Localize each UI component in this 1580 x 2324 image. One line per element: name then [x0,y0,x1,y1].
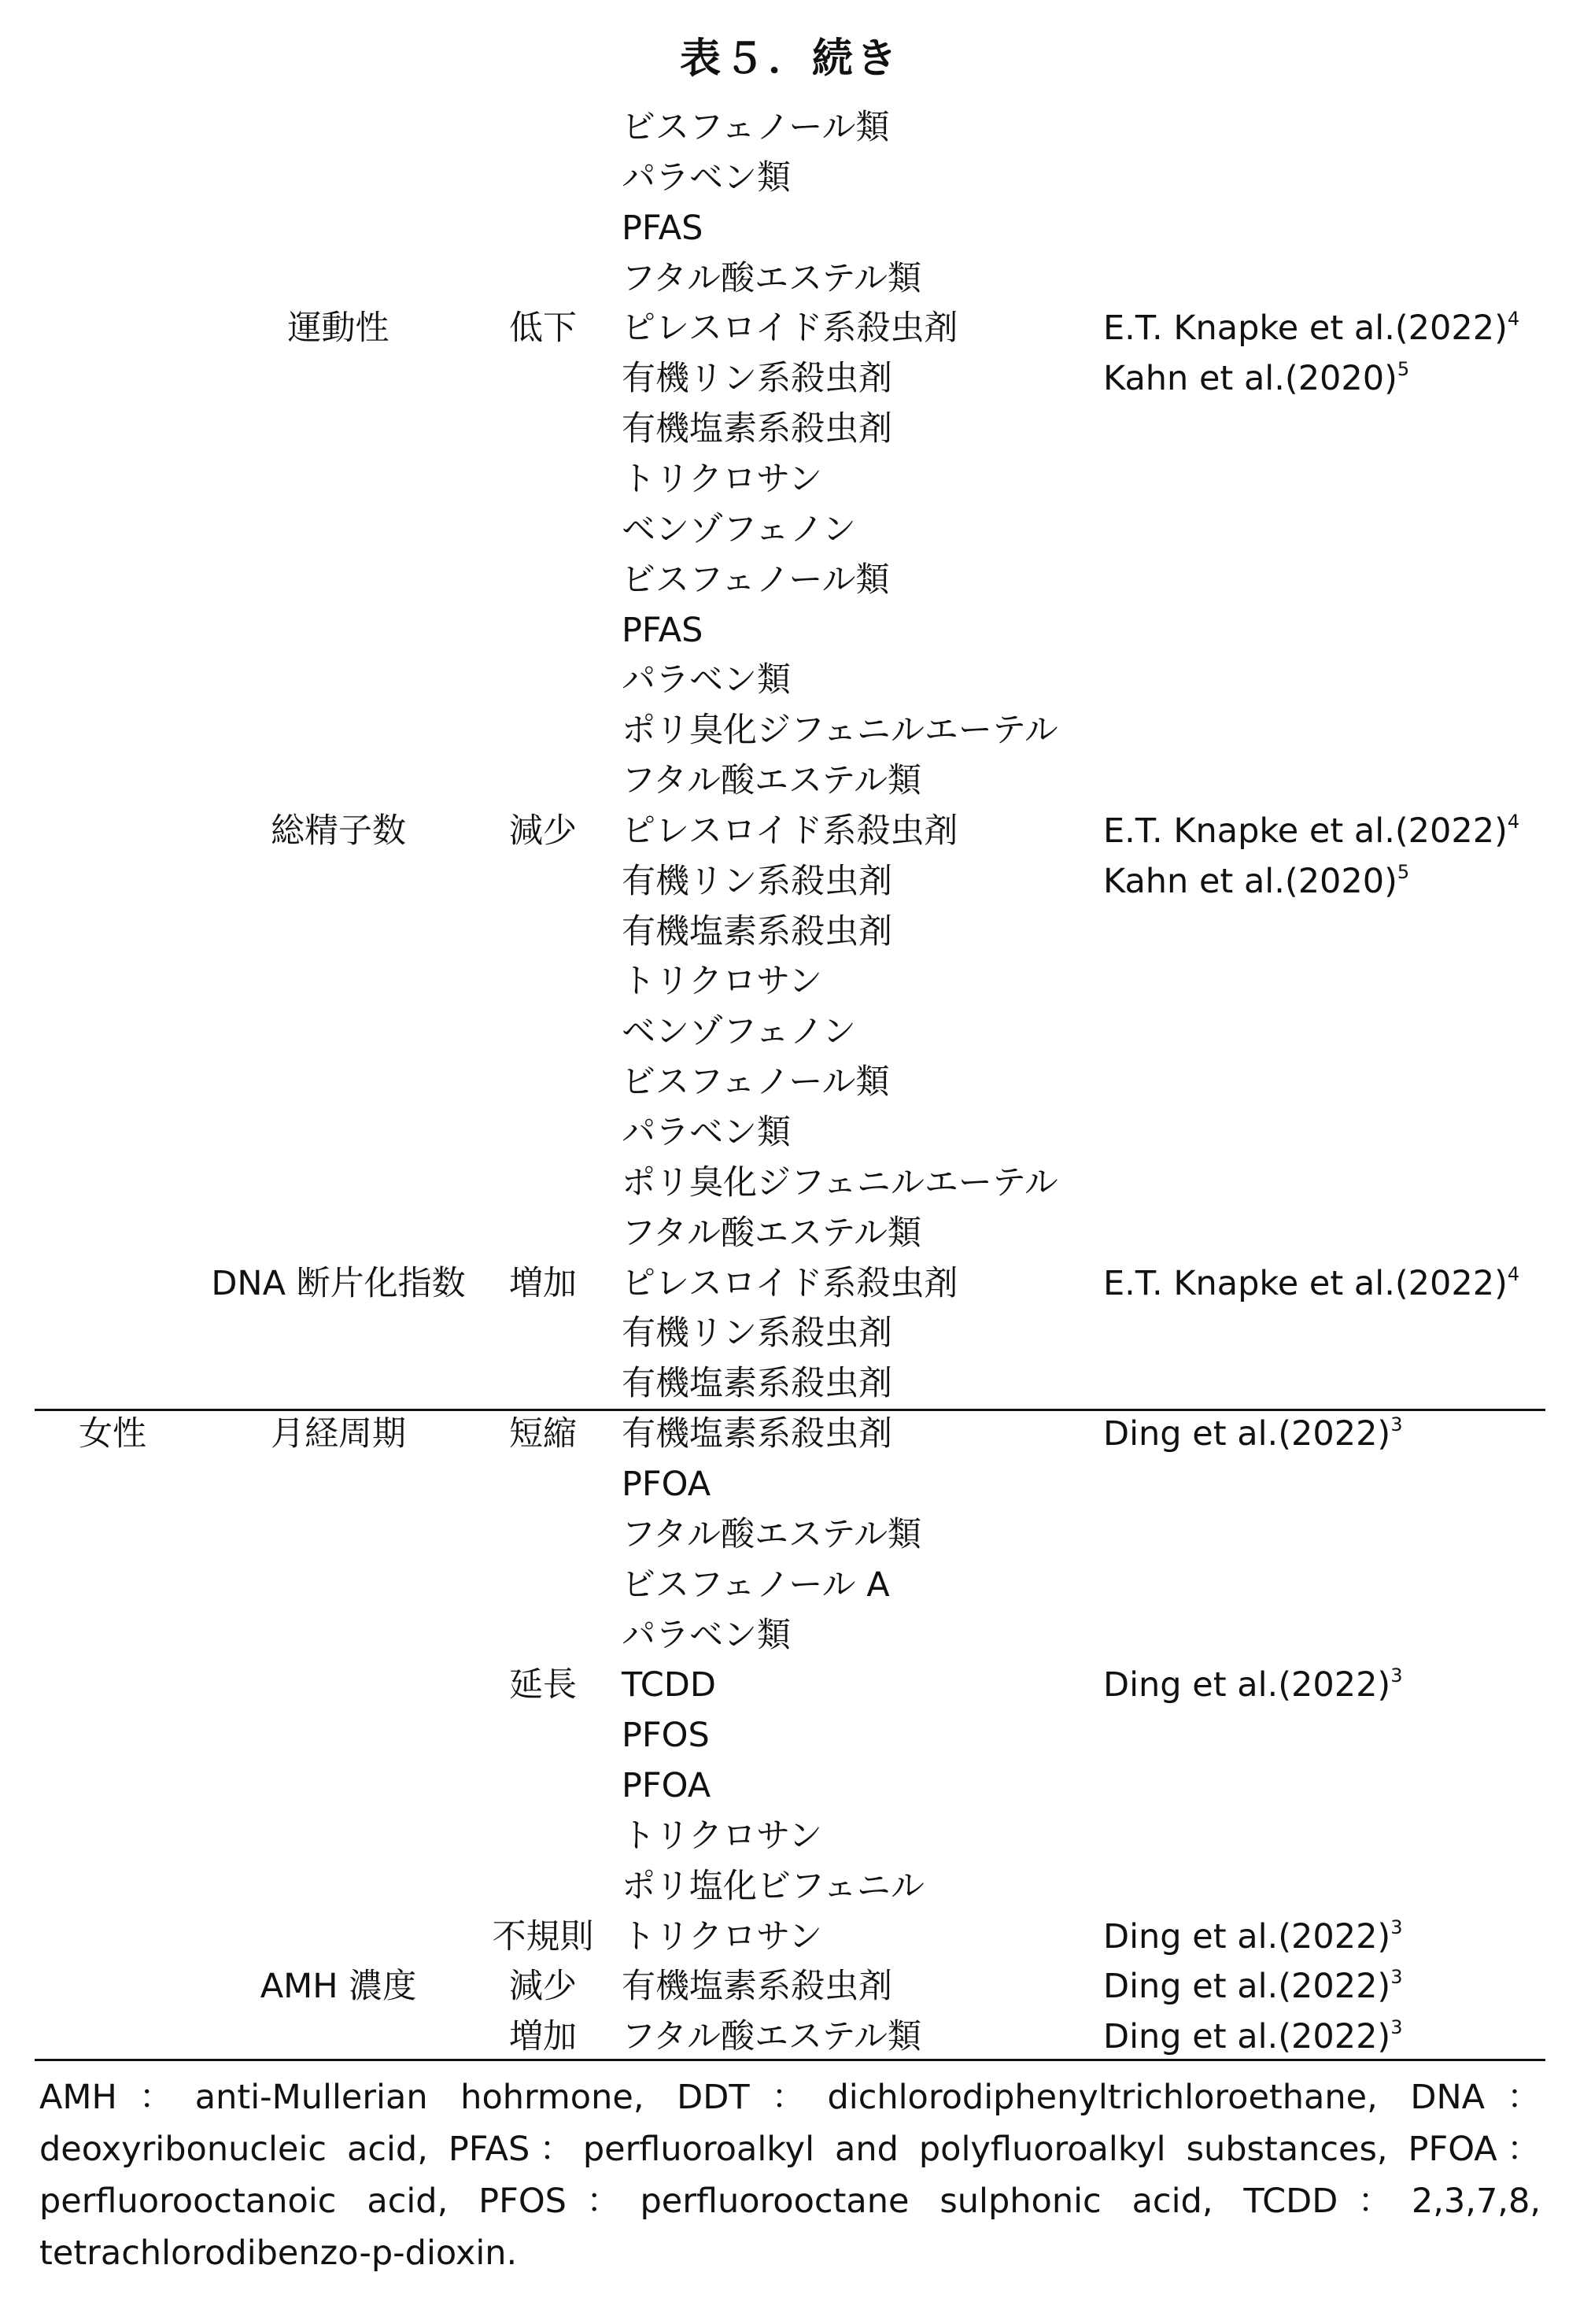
table-cell-chemical [622,1961,892,2012]
table-cell-chemical-text: ベンゾフェノン [622,509,856,549]
table-cell-direction [488,1258,598,1309]
table-cell-sex-text: 女性 [79,1414,146,1454]
table-cell-chemical [622,655,791,705]
table-cell-chemical [622,454,822,504]
table-cell-reference [1103,353,1409,404]
section-divider-rule [35,1409,1545,1411]
table-cell-chemical [622,856,892,907]
table-cell-chemical-text: 有機リン系殺虫剤 [622,861,892,901]
table-cell-chemical-text: パラベン類 [622,1113,791,1152]
table-cell-reference-text: Ding et al.(2022) [1103,1916,1391,1956]
table-cell-chemical-text: パラベン類 [622,1615,791,1655]
table-cell-direction-text: 短縮 [509,1414,577,1454]
table-cell-chemical-text: フタル酸エステル類 [622,1514,921,1554]
table-cell-chemical [622,907,892,957]
table-cell-reference [1103,1409,1403,1459]
table-cell-chemical-text: ピレスロイド系殺虫剤 [622,309,958,349]
table-cell-chemical-text: トリクロサン [622,1816,822,1856]
table-cell-parameter-text: AMH 濃度 [260,1967,417,2007]
table-cell-reference-text: E.T. Knapke et al.(2022) [1103,309,1508,349]
table-cell-chemical [622,956,822,1007]
table-cell-chemical-text: ポリ臭化ジフェニルエーテル [622,1162,1058,1203]
table-cell-chemical [622,504,856,555]
table-cell-chemical-text: ビスフェノール類 [622,108,890,147]
table-cell-chemical [622,1912,822,1962]
table-cell-reference-text: Kahn et al.(2020) [1103,861,1397,901]
table-cell-chemical [622,1007,856,1057]
table-cell-chemical-text: 有機塩素系殺虫剤 [622,409,892,449]
table-cell-direction-text: 不規則 [492,1916,594,1956]
table-cell-chemical [622,303,958,353]
table-cell-chemical [622,1509,921,1560]
table-cell-chemical-text: 有機塩素系殺虫剤 [622,911,892,951]
table-cell-chemical [622,756,921,806]
table-cell-chemical-text: ピレスロイド系殺虫剤 [622,1263,958,1303]
table-cell-chemical-text: PFOS [622,1716,710,1756]
table-cell-reference [1103,1660,1403,1710]
table-cell-sex [79,1409,146,1459]
table-cell-chemical-text: フタル酸エステル類 [622,2017,921,2057]
table-cell-chemical [622,605,703,656]
table-cell-chemical-text: 有機塩素系殺虫剤 [622,1414,892,1454]
table-cell-reference-text: Ding et al.(2022) [1103,1665,1391,1705]
table-cell-parameter-text: 月経周期 [271,1414,406,1454]
table-cell-parameter [189,1961,488,2012]
reference-number: 3 [1390,1916,1403,1938]
table-cell-chemical-text: フタル酸エステル類 [622,258,921,298]
table-cell-chemical-text: 有機塩素系殺虫剤 [622,1364,892,1404]
table-cell-reference-text: Ding et al.(2022) [1103,1414,1391,1454]
table-cell-chemical-text: PFOA [622,1766,711,1806]
table-cell-parameter [189,1409,488,1459]
table-cell-chemical-text: PFAS [622,208,703,248]
table-cell-reference [1103,806,1519,856]
table-cell-chemical-text: トリクロサン [622,1916,822,1956]
table-cell-chemical-text: PFAS [622,610,703,650]
table-cell-chemical [622,253,921,304]
table-title: 表５．続き [679,35,900,83]
table-cell-reference [1103,1258,1519,1309]
table-cell-reference-text: Ding et al.(2022) [1103,2017,1391,2057]
table-cell-direction-text: 減少 [509,1967,577,2007]
table-cell-direction [488,1409,598,1459]
table-cell-chemical-text: トリクロサン [622,459,822,499]
table-cell-chemical-text: ビスフェノール A [622,1565,890,1605]
table-cell-chemical [622,1710,710,1761]
table-cell-chemical [622,555,890,605]
table-cell-chemical [622,1610,791,1661]
table-cell-chemical [622,1560,890,1610]
table-cell-chemical [622,353,892,404]
table-cell-parameter-text: 総精子数 [271,811,406,851]
table-cell-chemical [622,1258,958,1309]
table-cell-chemical-text: パラベン類 [622,157,791,198]
reference-number: 3 [1390,2016,1403,2039]
table-cell-parameter [189,303,488,353]
table-cell-direction-text: 延長 [509,1665,577,1705]
table-cell-chemical-text: PFOA [622,1464,711,1504]
table-cell-parameter-text: DNA 断片化指数 [211,1263,466,1303]
table-cell-chemical-text: ポリ塩化ビフェニル [622,1866,925,1906]
table-cell-chemical-text: パラベン類 [622,660,791,700]
table-cell-chemical-text: フタル酸エステル類 [622,761,921,801]
table-cell-direction-text: 増加 [509,1263,577,1303]
table-cell-chemical [622,1409,892,1459]
table-cell-direction-text: 増加 [509,2017,577,2057]
table-cell-chemical [622,705,1058,756]
table-cell-direction [488,303,598,353]
table-cell-chemical [622,2012,921,2062]
table-cell-chemical-text: ビスフェノール類 [622,560,890,600]
table-cell-reference-text: Ding et al.(2022) [1103,1967,1391,2007]
table-cell-chemical [622,102,890,153]
table-cell-chemical-text: TCDD [622,1665,716,1705]
table-cell-direction [488,2012,598,2062]
table-cell-chemical-text: ピレスロイド系殺虫剤 [622,811,958,851]
table-cell-chemical-text: ベンゾフェノン [622,1012,856,1052]
table-cell-chemical-text: 有機リン系殺虫剤 [622,359,892,399]
table-cell-chemical-text: トリクロサン [622,962,822,1002]
table-cell-reference [1103,1961,1403,2012]
table-cell-chemical-text: フタル酸エステル類 [622,1213,921,1253]
reference-number: 4 [1507,810,1520,833]
table-cell-chemical [622,1761,711,1811]
table-cell-reference-text: E.T. Knapke et al.(2022) [1103,811,1508,851]
table-cell-chemical [622,1208,921,1258]
table-cell-reference [1103,2012,1403,2062]
table-cell-direction-text: 低下 [509,309,577,349]
table-cell-chemical [622,1861,925,1912]
table-cell-parameter [189,1258,488,1309]
reference-number: 5 [1397,860,1410,883]
table-cell-chemical [622,1057,890,1107]
table-cell-direction [488,806,598,856]
table-cell-direction-text: 減少 [509,811,577,851]
table-cell-chemical-text: 有機リン系殺虫剤 [622,1313,892,1354]
table-cell-chemical [622,1459,711,1509]
table-cell-reference-text: E.T. Knapke et al.(2022) [1103,1263,1508,1303]
table-cell-reference [1103,856,1409,907]
table-cell-chemical [622,153,791,203]
table-cell-chemical [622,806,958,856]
table-cell-reference [1103,1912,1403,1962]
table-cell-chemical [622,1358,892,1409]
reference-number: 3 [1390,1966,1403,1989]
table-cell-reference-text: Kahn et al.(2020) [1103,359,1397,399]
table-cell-direction [488,1912,598,1962]
table-cell-chemical [622,203,703,253]
table-cell-chemical [622,1107,791,1158]
table-cell-chemical [622,1158,1058,1208]
reference-number: 3 [1390,1664,1403,1687]
reference-number: 5 [1397,358,1410,381]
table-cell-direction [488,1660,598,1710]
table-cell-chemical-text: ビスフェノール類 [622,1062,890,1103]
table-cell-chemical [622,404,892,454]
table-cell-parameter [189,806,488,856]
table-cell-direction [488,1961,598,2012]
table-cell-chemical [622,1660,716,1710]
table-cell-parameter-text: 運動性 [287,309,389,349]
reference-number: 4 [1507,308,1520,331]
table-cell-chemical-text: 有機塩素系殺虫剤 [622,1967,892,2007]
footnote: AMH：anti-Mullerian hohrmone, DDT：dichlorodiphenyltrichloroethane, DNA：deoxyribonucleic acid, PFAS：perfluoroalkyl and polyfluoroalkyl substances, PFOA：perfluorooctanoic acid, PFOS：perfluorooctane sulphonic acid, TCDD：2,3,7,8, tetrachlorodibenzo-p-dioxin. [39,2078,1541,2273]
reference-number: 3 [1390,1413,1403,1436]
reference-number: 4 [1507,1262,1520,1285]
table-cell-reference [1103,303,1519,353]
table-cell-chemical [622,1811,822,1861]
table-bottom-rule [35,2059,1545,2061]
table-cell-chemical [622,1308,892,1358]
table-cell-chemical-text: ポリ臭化ジフェニルエーテル [622,711,1058,751]
